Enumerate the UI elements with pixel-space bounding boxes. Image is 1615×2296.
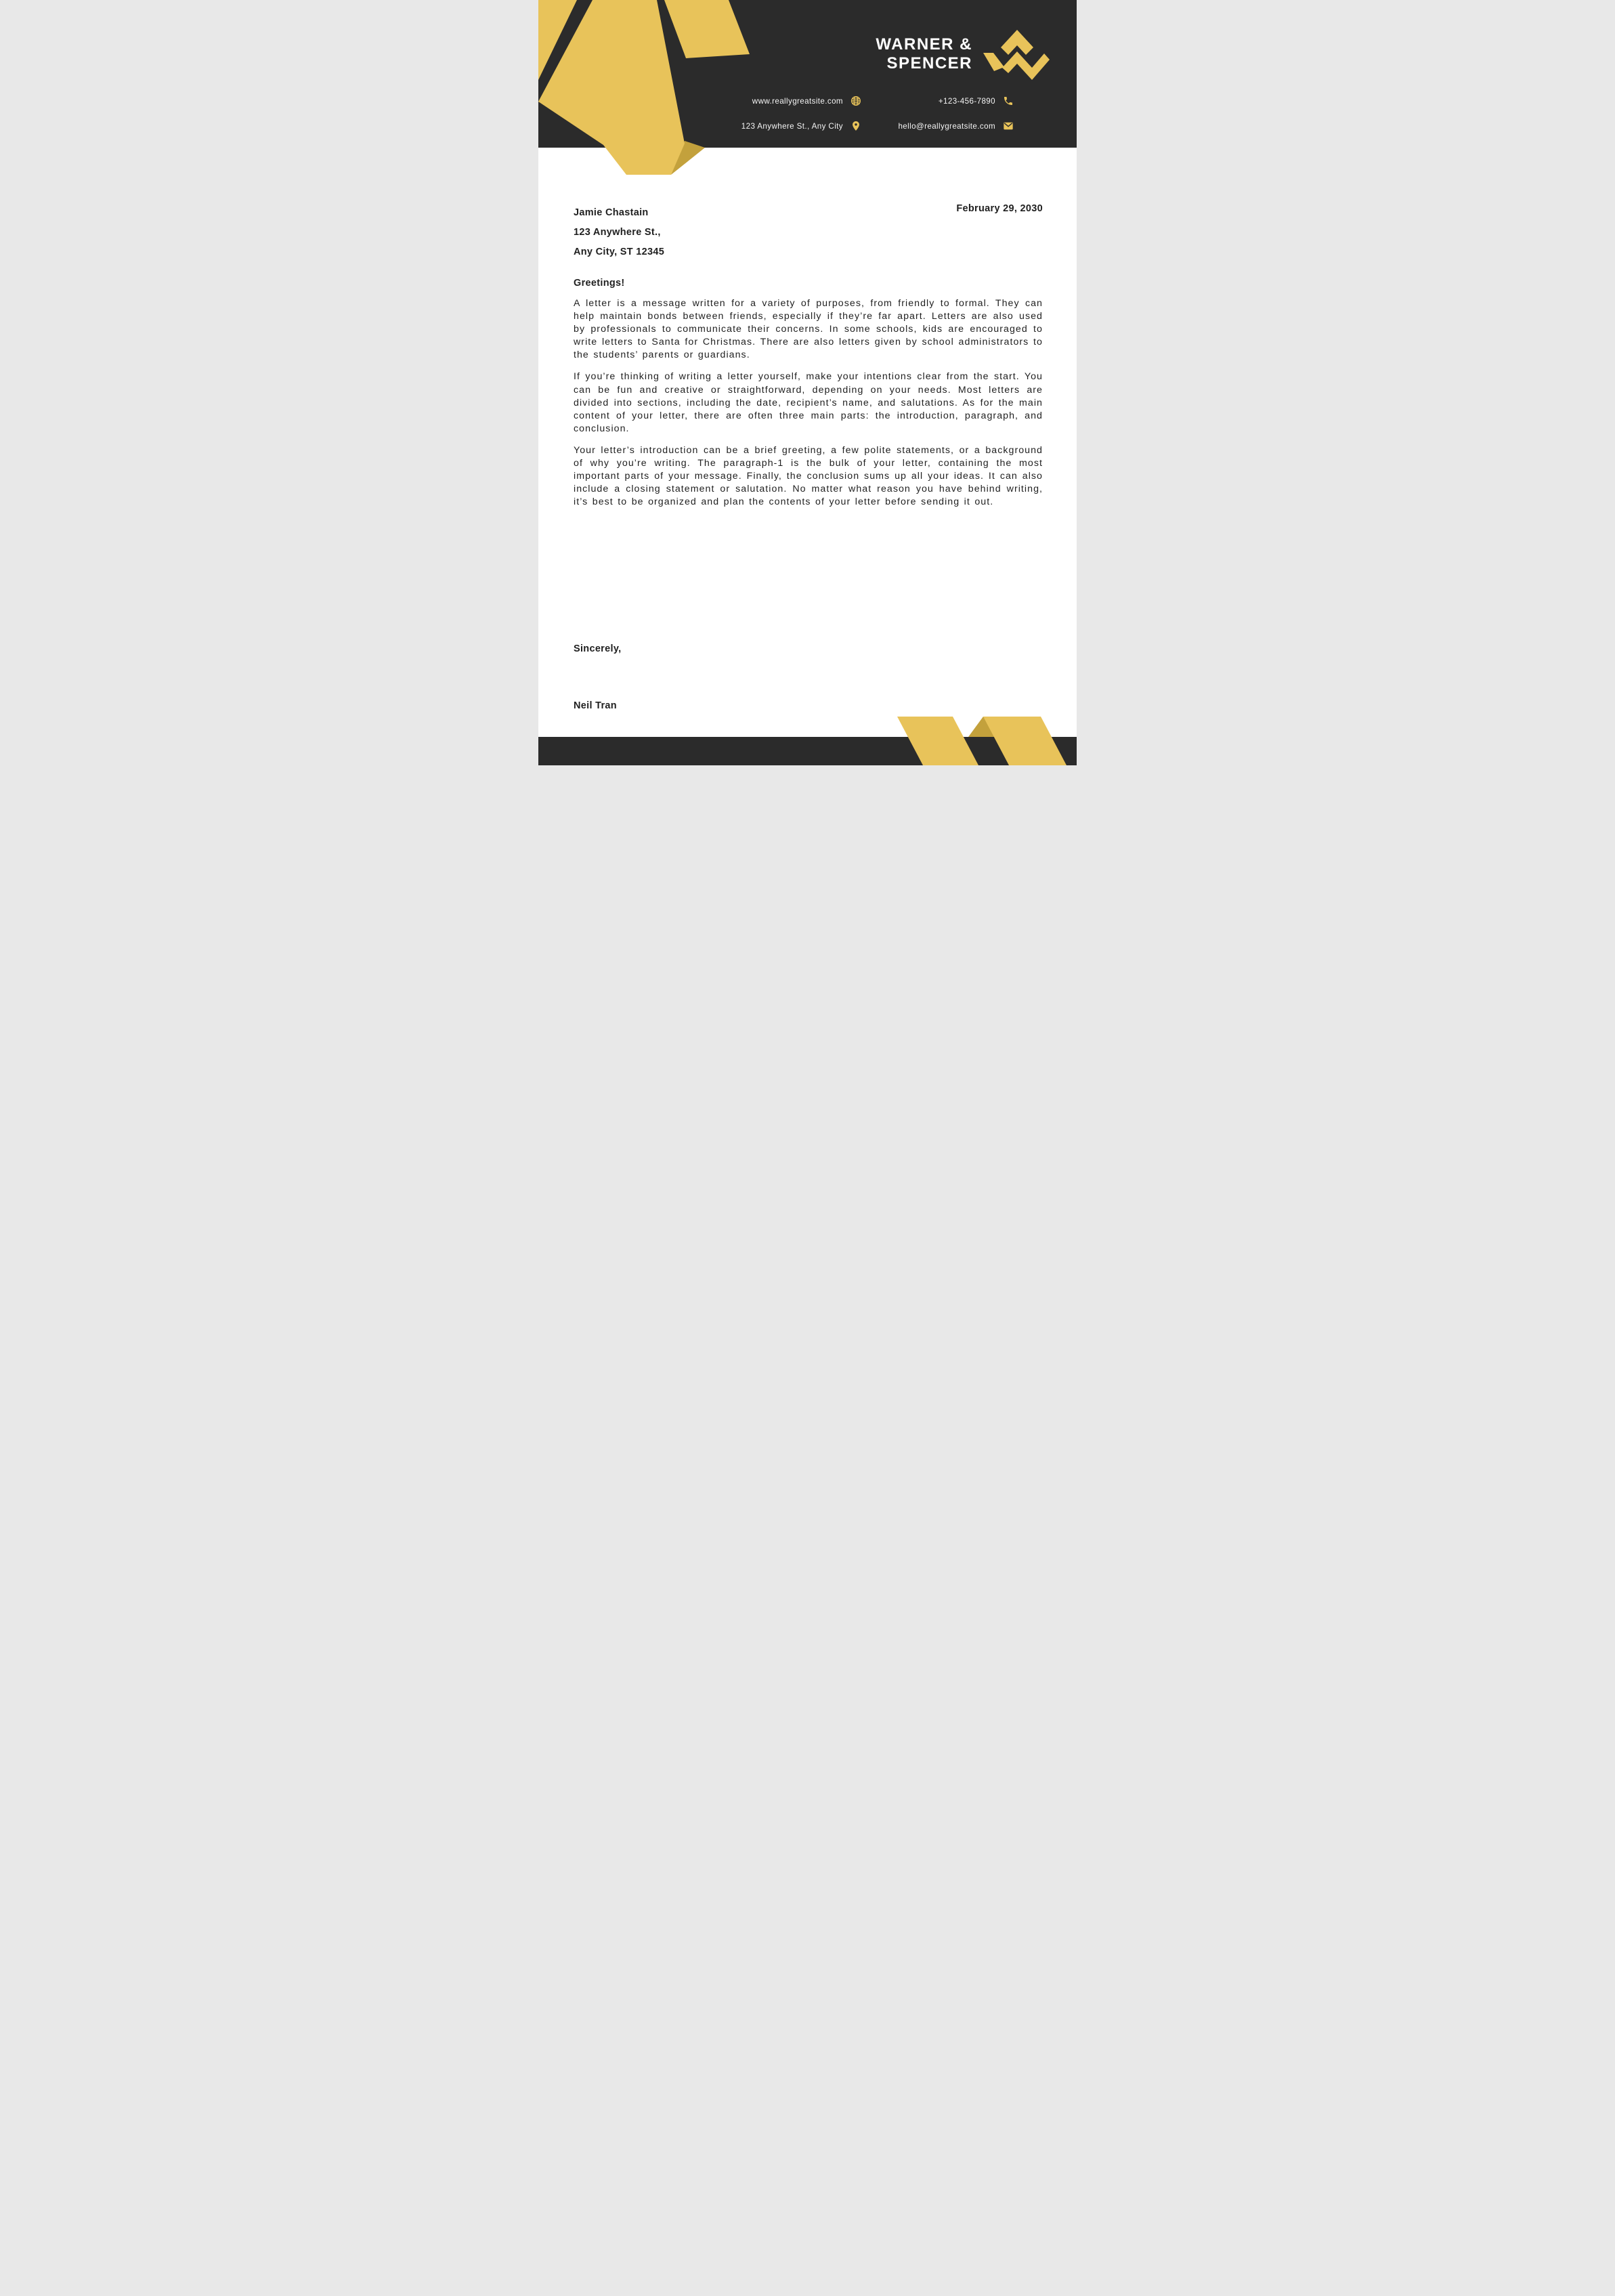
greeting: Greetings!	[574, 278, 625, 289]
letter-date: February 29, 2030	[956, 203, 1043, 214]
phone-icon	[1003, 95, 1014, 106]
recipient-address-line2: Any City, ST 12345	[574, 247, 665, 257]
header-ribbon-decoration	[538, 0, 762, 183]
footer-ribbon-decoration	[538, 717, 1077, 765]
paragraph-2: If you’re thinking of writing a letter yourself, make your intentions clear from the start. You can be fun and creative or straightforward, depending on your needs. Most letters are divided into sections, including the date, recipient’s name, and salutations. As for the main content of your letter, there are often three main parts: the introduction, paragraph, and conclusion.	[574, 371, 1043, 434]
letter-body	[574, 203, 1043, 509]
recipient-address-line1: 123 Anywhere St.,	[574, 227, 661, 238]
letterhead-page	[538, 0, 1077, 765]
email-text[interactable]: hello@reallygreatsite.com	[898, 121, 995, 131]
address-text: 123 Anywhere St., Any City	[741, 121, 843, 131]
paragraph-1: A letter is a message written for a variety of purposes, from friendly to formal. They can help maintain bonds between friends, especially if they’re far apart. Letters are also used by professionals to communicate their concerns. In some schools, kids are encouraged to write letters to Santa for Christmas. There are also letters given by school administrators to the students’ parents or guardians.	[574, 298, 1043, 361]
paragraph-3: Your letter’s introduction can be a brief greeting, a few polite statements, or a background of why you’re writing. The paragraph-1 is the bulk of your letter, containing the most important parts of your message. Finally, the conclusion sums up all your ideas. It can also include a closing statement or salutation. No matter what reason you have behind writing, it’s best to be organized and plan the contents of your letter before sending it out.	[574, 444, 1043, 508]
website-text[interactable]: www.reallygreatsite.com	[752, 96, 843, 106]
footer-bar	[538, 737, 1077, 765]
brand-wordmark	[876, 35, 972, 73]
recipient-name: Jamie Chastain	[574, 207, 649, 218]
recipient-block	[574, 203, 1043, 262]
sender-name: Neil Tran	[574, 700, 617, 711]
brand-line1: WARNER &	[876, 35, 972, 54]
closing: Sincerely,	[574, 643, 622, 654]
w-chevron-logo-icon	[983, 30, 1050, 80]
envelope-icon	[1003, 121, 1014, 131]
brand-line2: SPENCER	[886, 54, 972, 72]
phone-text: +123-456-7890	[938, 96, 995, 106]
